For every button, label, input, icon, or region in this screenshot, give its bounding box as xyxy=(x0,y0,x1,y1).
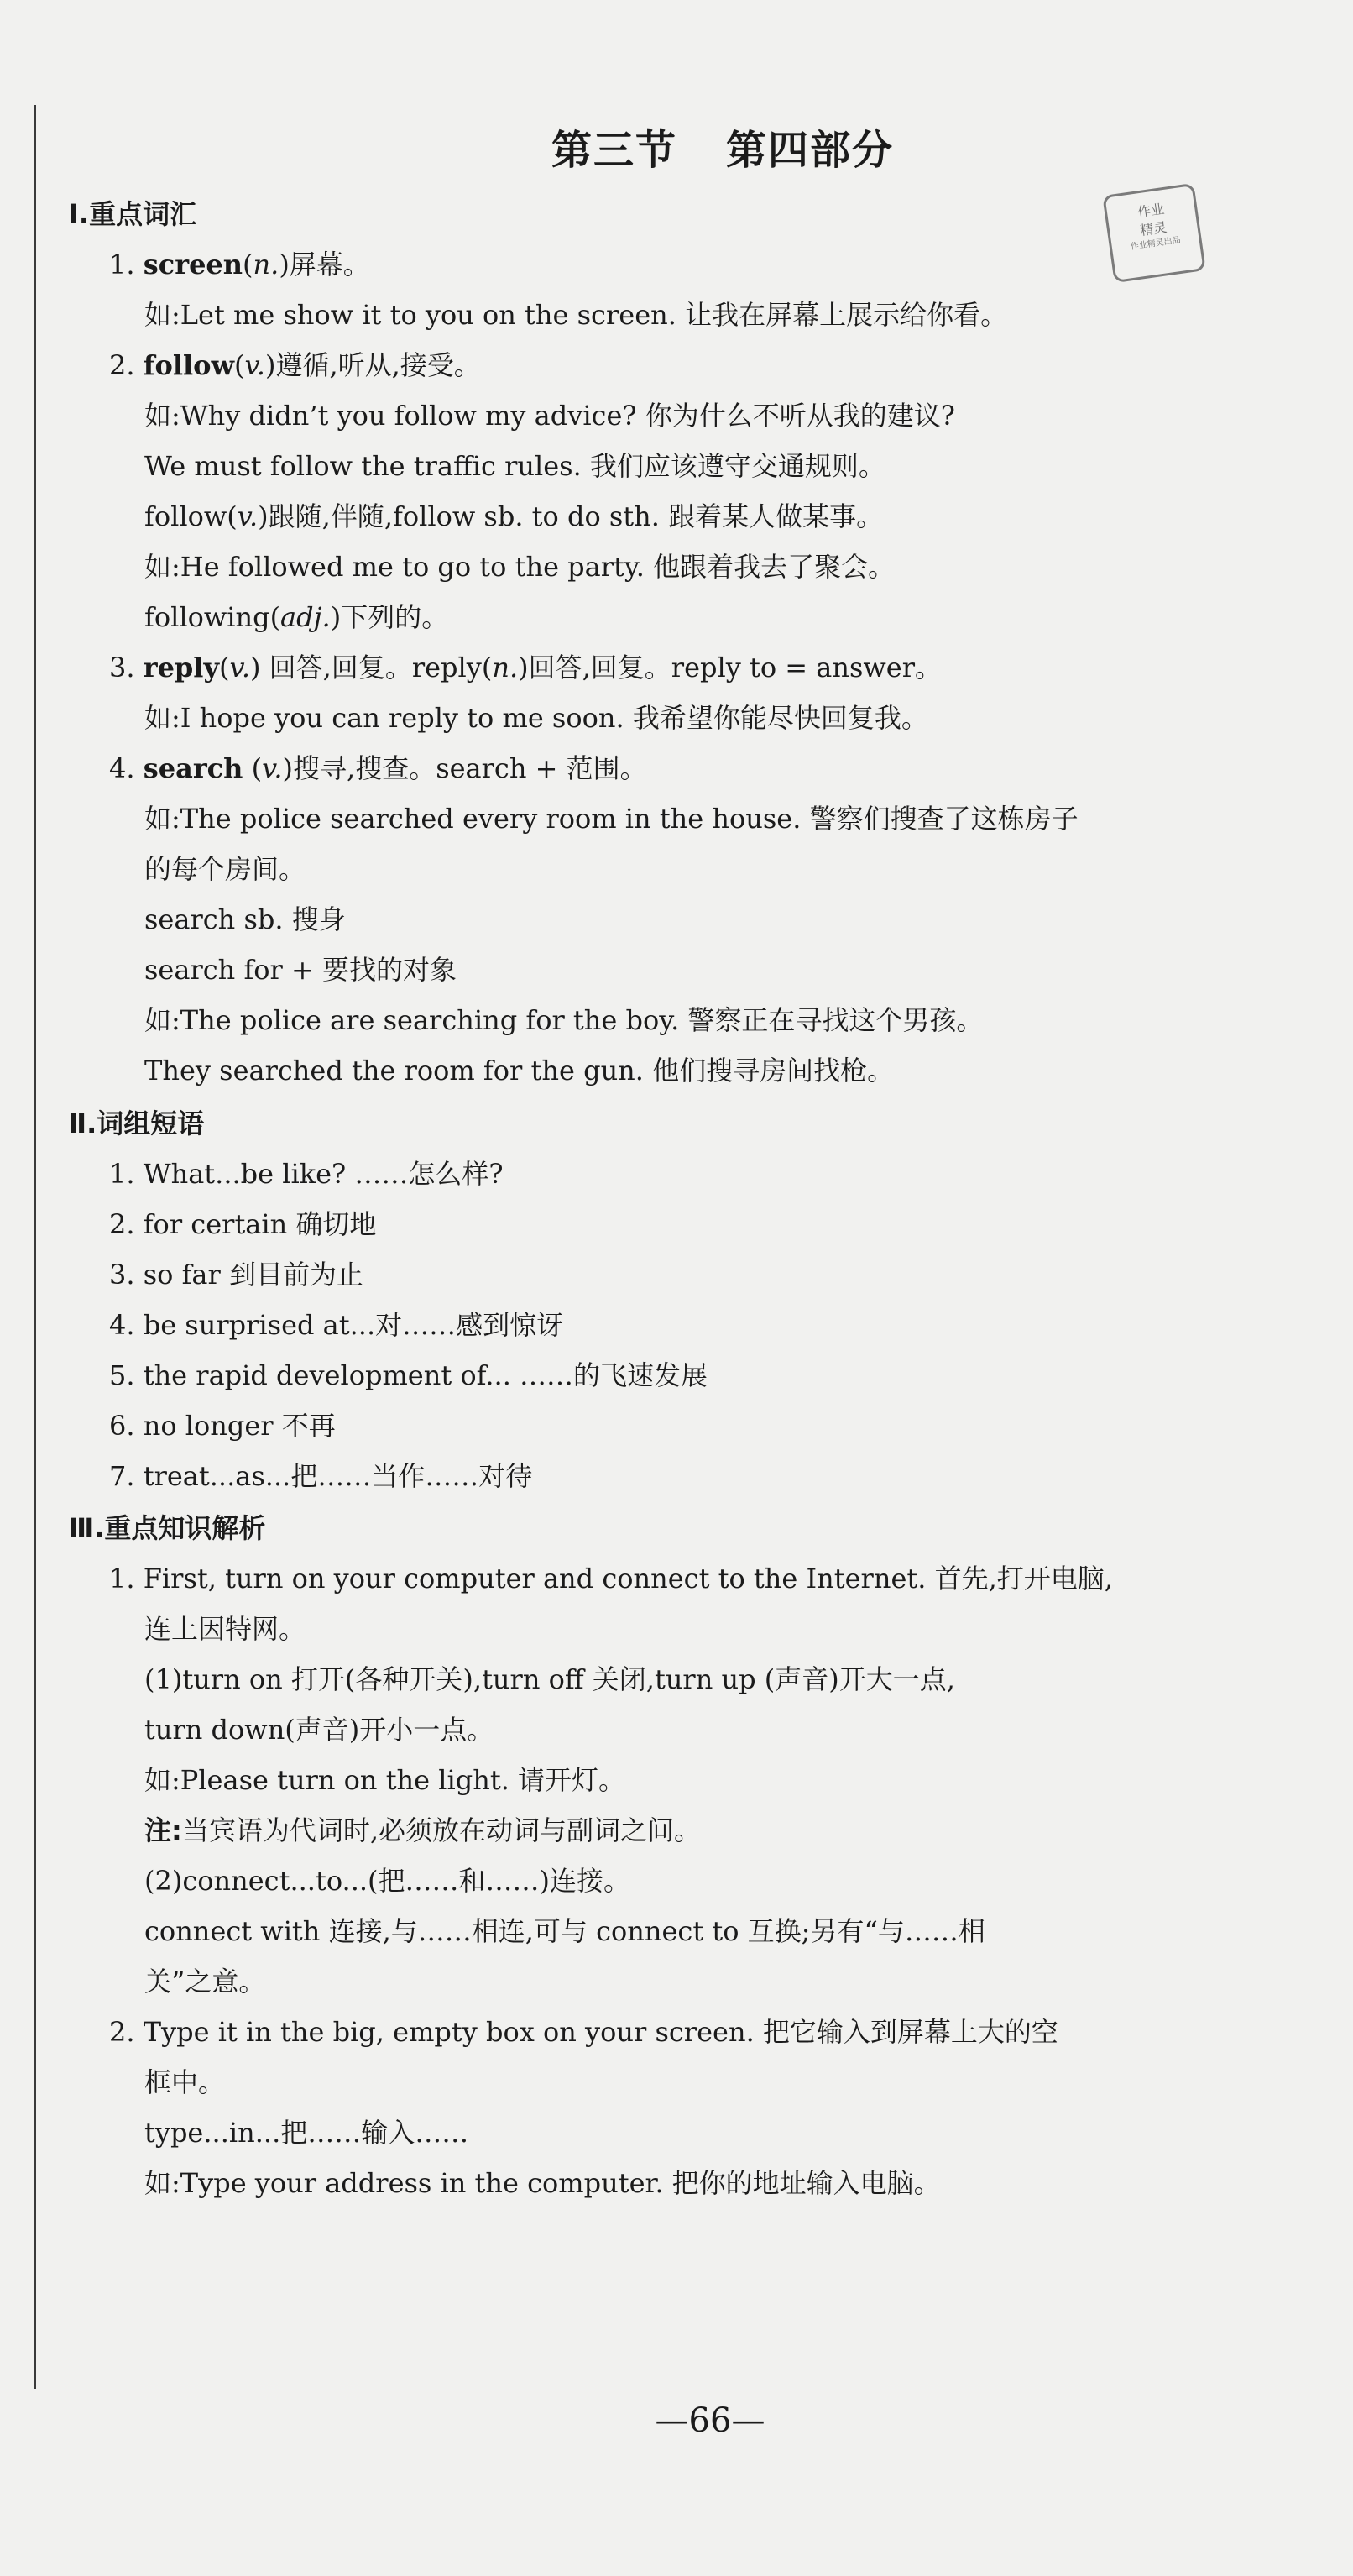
example-sentence: 如:The police searched every room in the house. 警察们搜查了这栋房子 xyxy=(144,803,1079,835)
phrase-item: 7. treat...as...把……当作……对待 xyxy=(109,1460,533,1492)
analysis-point: 2. Type it in the big, empty box on your screen. 把它输入到屏幕上大的空 xyxy=(109,2016,1058,2048)
analysis-text: connect with 连接,与……相连,可与 connect to 互换;另有“与……相 xyxy=(144,1915,985,1947)
vocab-word: follow xyxy=(143,349,235,381)
phrase-item: 1. What...be like? ……怎么样? xyxy=(109,1158,504,1190)
page-title xyxy=(0,118,1353,175)
analysis-text: (2)connect...to...(把……和……)连接。 xyxy=(144,1865,631,1897)
section-heading-analysis: Ⅲ.重点知识解析 xyxy=(69,1512,266,1544)
page-number: —66— xyxy=(655,2401,765,2440)
phrase-item: 5. the rapid development of... ……的飞速发展 xyxy=(109,1359,708,1391)
example-sentence: 如:Let me show it to you on the screen. 让我在屏幕上展示给你看。 xyxy=(144,299,1008,331)
vocab-item-follow: 2. follow(v.)遵循,听从,接受。 xyxy=(109,349,481,381)
analysis-text: (1)turn on 打开(各种开关),turn off 关闭,turn up (声音)开大一点, xyxy=(144,1663,955,1695)
example-sentence: They searched the room for the gun. 他们搜寻房间找枪。 xyxy=(144,1055,895,1086)
stamp-text-1: 作业 xyxy=(1136,201,1166,221)
vocab-word: reply xyxy=(143,652,220,683)
example-sentence: 如:Why didn’t you follow my advice? 你为什么不听从我的建议? xyxy=(144,400,955,432)
vocab-item-screen: 1. screen(n.)屏幕。 xyxy=(109,249,370,280)
analysis-point: 1. First, turn on your computer and connect to the Internet. 首先,打开电脑, xyxy=(109,1563,1113,1594)
example-sentence: 如:Please turn on the light. 请开灯。 xyxy=(144,1764,626,1796)
phrase-item: 2. for certain 确切地 xyxy=(109,1208,377,1240)
margin-rule xyxy=(34,105,36,2389)
example-sentence-cont: 的每个房间。 xyxy=(144,853,306,885)
analysis-text: 连上因特网。 xyxy=(144,1613,306,1645)
title-part-1: 第三节 xyxy=(551,127,677,174)
vocab-usage: search sb. 搜身 xyxy=(144,903,346,935)
phrase-item: 4. be surprised at...对……感到惊讶 xyxy=(109,1309,564,1341)
vocab-item-reply: 3. reply(v.) 回答,回复。reply(n.)回答,回复。reply to = answer。 xyxy=(109,652,943,683)
vocab-word: screen xyxy=(143,249,243,280)
example-sentence: We must follow the traffic rules. 我们应该遵守交通规则。 xyxy=(144,450,885,482)
note-label: 注: xyxy=(144,1814,182,1846)
vocab-usage: following(adj.)下列的。 xyxy=(144,601,449,633)
stamp-text-2: 精灵 xyxy=(1139,218,1168,239)
publisher-stamp-logo xyxy=(1102,183,1206,283)
vocab-usage: search for + 要找的对象 xyxy=(144,954,457,986)
section-heading-phrases: Ⅱ.词组短语 xyxy=(69,1107,205,1139)
phrase-item: 3. so far 到目前为止 xyxy=(109,1259,363,1291)
title-part-2: 第四部分 xyxy=(726,127,895,174)
example-sentence: 如:I hope you can reply to me soon. 我希望你能尽快回复我。 xyxy=(144,702,928,734)
analysis-text: type...in...把……输入…… xyxy=(144,2117,469,2149)
vocab-item-search: 4. search (v.)搜寻,搜查。search + 范围。 xyxy=(109,752,647,784)
analysis-note: 注:当宾语为代词时,必须放在动词与副词之间。 xyxy=(144,1814,701,1846)
analysis-text: 框中。 xyxy=(144,2066,226,2098)
stamp-text-3: 作业精灵出品 xyxy=(1130,235,1182,252)
section-heading-vocabulary: Ⅰ.重点词汇 xyxy=(69,198,197,230)
vocab-usage: follow(v.)跟随,伴随,follow sb. to do sth. 跟着某人做某事。 xyxy=(144,500,884,532)
analysis-text: 关”之意。 xyxy=(144,1966,266,1997)
phrase-item: 6. no longer 不再 xyxy=(109,1410,336,1442)
analysis-text: turn down(声音)开小一点。 xyxy=(144,1714,494,1746)
vocab-word: search xyxy=(143,752,243,784)
example-sentence: 如:Type your address in the computer. 把你的地址输入电脑。 xyxy=(144,2167,941,2199)
example-sentence: 如:The police are searching for the boy. 警察正在寻找这个男孩。 xyxy=(144,1004,984,1036)
example-sentence: 如:He followed me to go to the party. 他跟着我去了聚会。 xyxy=(144,551,896,583)
